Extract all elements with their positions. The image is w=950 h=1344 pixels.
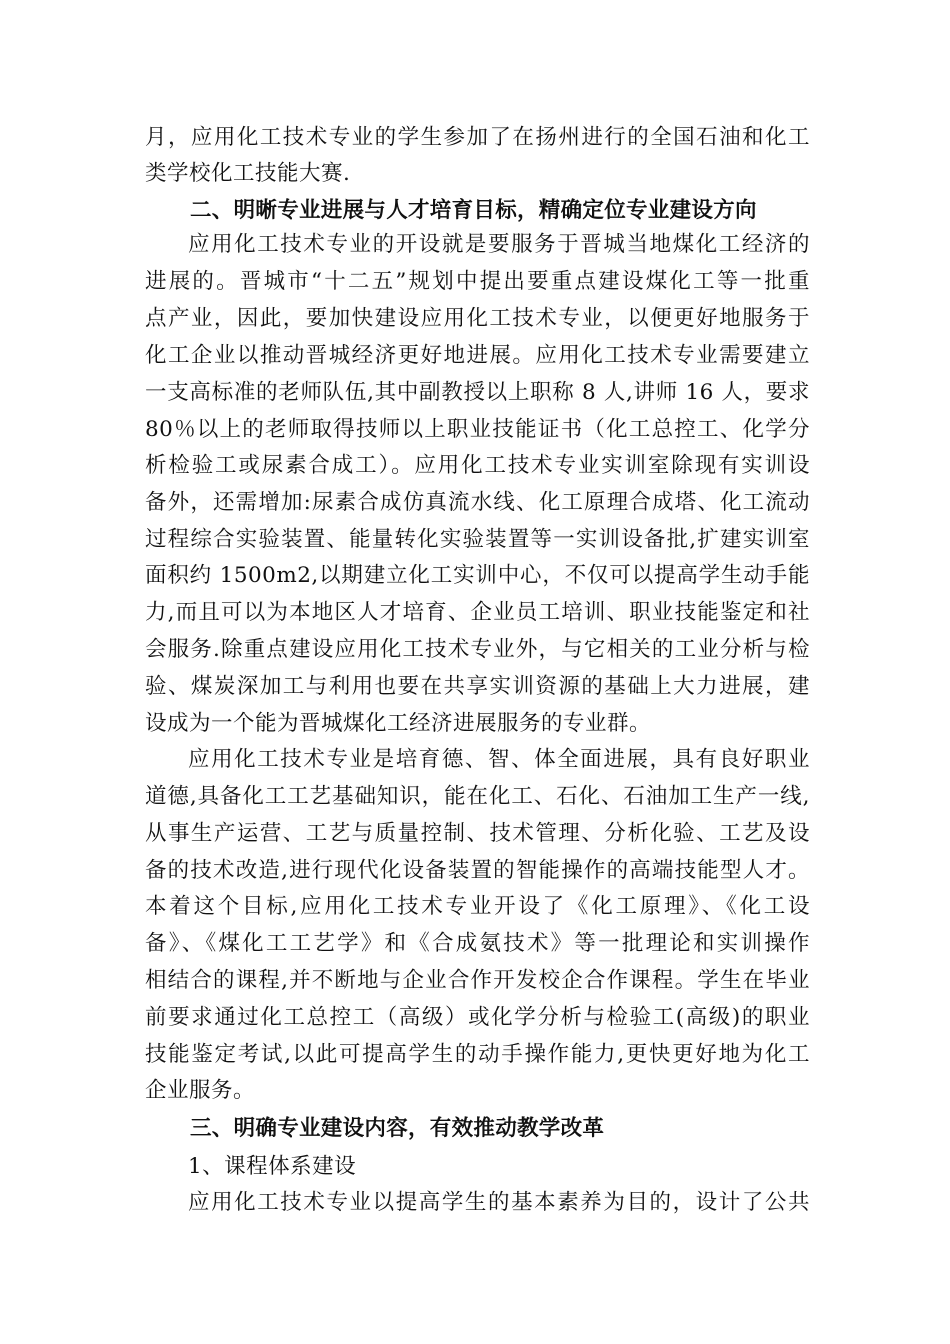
paragraph-line: 点产业，因此，要加快建设应用化工技术专业，以便更好地服务于 (145, 306, 810, 331)
paragraph-line: 月，应用化工技术专业的学生参加了在扬州进行的全国石油和化工 (145, 125, 810, 150)
paragraph-line: 进展的。晋城市“十二五”规划中提出要重点建设煤化工等一批重 (145, 269, 810, 294)
section-heading-3: 三、明确专业建设内容，有效推动教学改革 (190, 1116, 605, 1141)
paragraph-line: 道德,具备化工工艺基础知识，能在化工、石化、石油加工生产一线, (145, 784, 810, 809)
paragraph-line: 备外，还需增加:尿素合成仿真流水线、化工原理合成塔、化工流动 (145, 490, 810, 515)
paragraph-line: 力,而且可以为本地区人才培育、企业员工培训、职业技能鉴定和社 (145, 600, 810, 625)
paragraph-line: 应用化工技术专业是培育德、智、体全面进展，具有良好职业 (188, 747, 810, 772)
paragraph-line: 析检验工或尿素合成工）。应用化工技术专业实训室除现有实训设 (145, 453, 810, 478)
paragraph-line: 企业服务。 (145, 1078, 256, 1103)
paragraph-line: 技能鉴定考试,以此可提高学生的动手操作能力,更快更好地为化工 (145, 1042, 810, 1067)
paragraph-line: 前要求通过化工总控工（高级）或化学分析与检验工(高级)的职业 (145, 1005, 810, 1030)
paragraph-line: 80％以上的老师取得技师以上职业技能证书（化工总控工、化学分 (145, 417, 810, 442)
paragraph-line: 验、煤炭深加工与利用也要在共享实训资源的基础上大力进展，建 (145, 674, 810, 699)
paragraph-line: 面积约 1500m2,以期建立化工实训中心，不仅可以提高学生动手能 (145, 563, 810, 588)
section-heading-2: 二、明晰专业进展与人才培育目标，精确定位专业建设方向 (190, 198, 757, 223)
paragraph-line: 应用化工技术专业以提高学生的基本素养为目的，设计了公共 (188, 1190, 810, 1215)
paragraph-line: 应用化工技术专业的开设就是要服务于晋城当地煤化工经济的 (188, 232, 810, 257)
paragraph-line: 本着这个目标,应用化工技术专业开设了《化工原理》、《化工设 (145, 894, 810, 919)
paragraph-line: 备》、《煤化工工艺学》和《合成氨技术》等一批理论和实训操作 (145, 931, 810, 956)
subsection-heading: 1、课程体系建设 (188, 1154, 357, 1179)
paragraph-line: 过程综合实验装置、能量转化实验装置等一实训设备批,扩建实训室 (145, 527, 810, 552)
paragraph-line: 相结合的课程,并不断地与企业合作开发校企合作课程。学生在毕业 (145, 968, 810, 993)
paragraph-line: 会服务.除重点建设应用化工技术专业外，与它相关的工业分析与检 (145, 637, 810, 662)
paragraph-line: 化工企业以推动晋城经济更好地进展。应用化工技术专业需要建立 (145, 343, 810, 368)
paragraph-line: 从事生产运营、工艺与质量控制、技术管理、分析化验、工艺及设 (145, 821, 810, 846)
paragraph-line: 一支高标准的老师队伍,其中副教授以上职称 8 人,讲师 16 人，要求 (145, 380, 810, 405)
paragraph-line: 类学校化工技能大赛. (145, 161, 351, 186)
paragraph-line: 备的技术改造,进行现代化设备装置的智能操作的高端技能型人才。 (145, 858, 810, 883)
paragraph-line: 设成为一个能为晋城煤化工经济进展服务的专业群。 (145, 711, 652, 736)
